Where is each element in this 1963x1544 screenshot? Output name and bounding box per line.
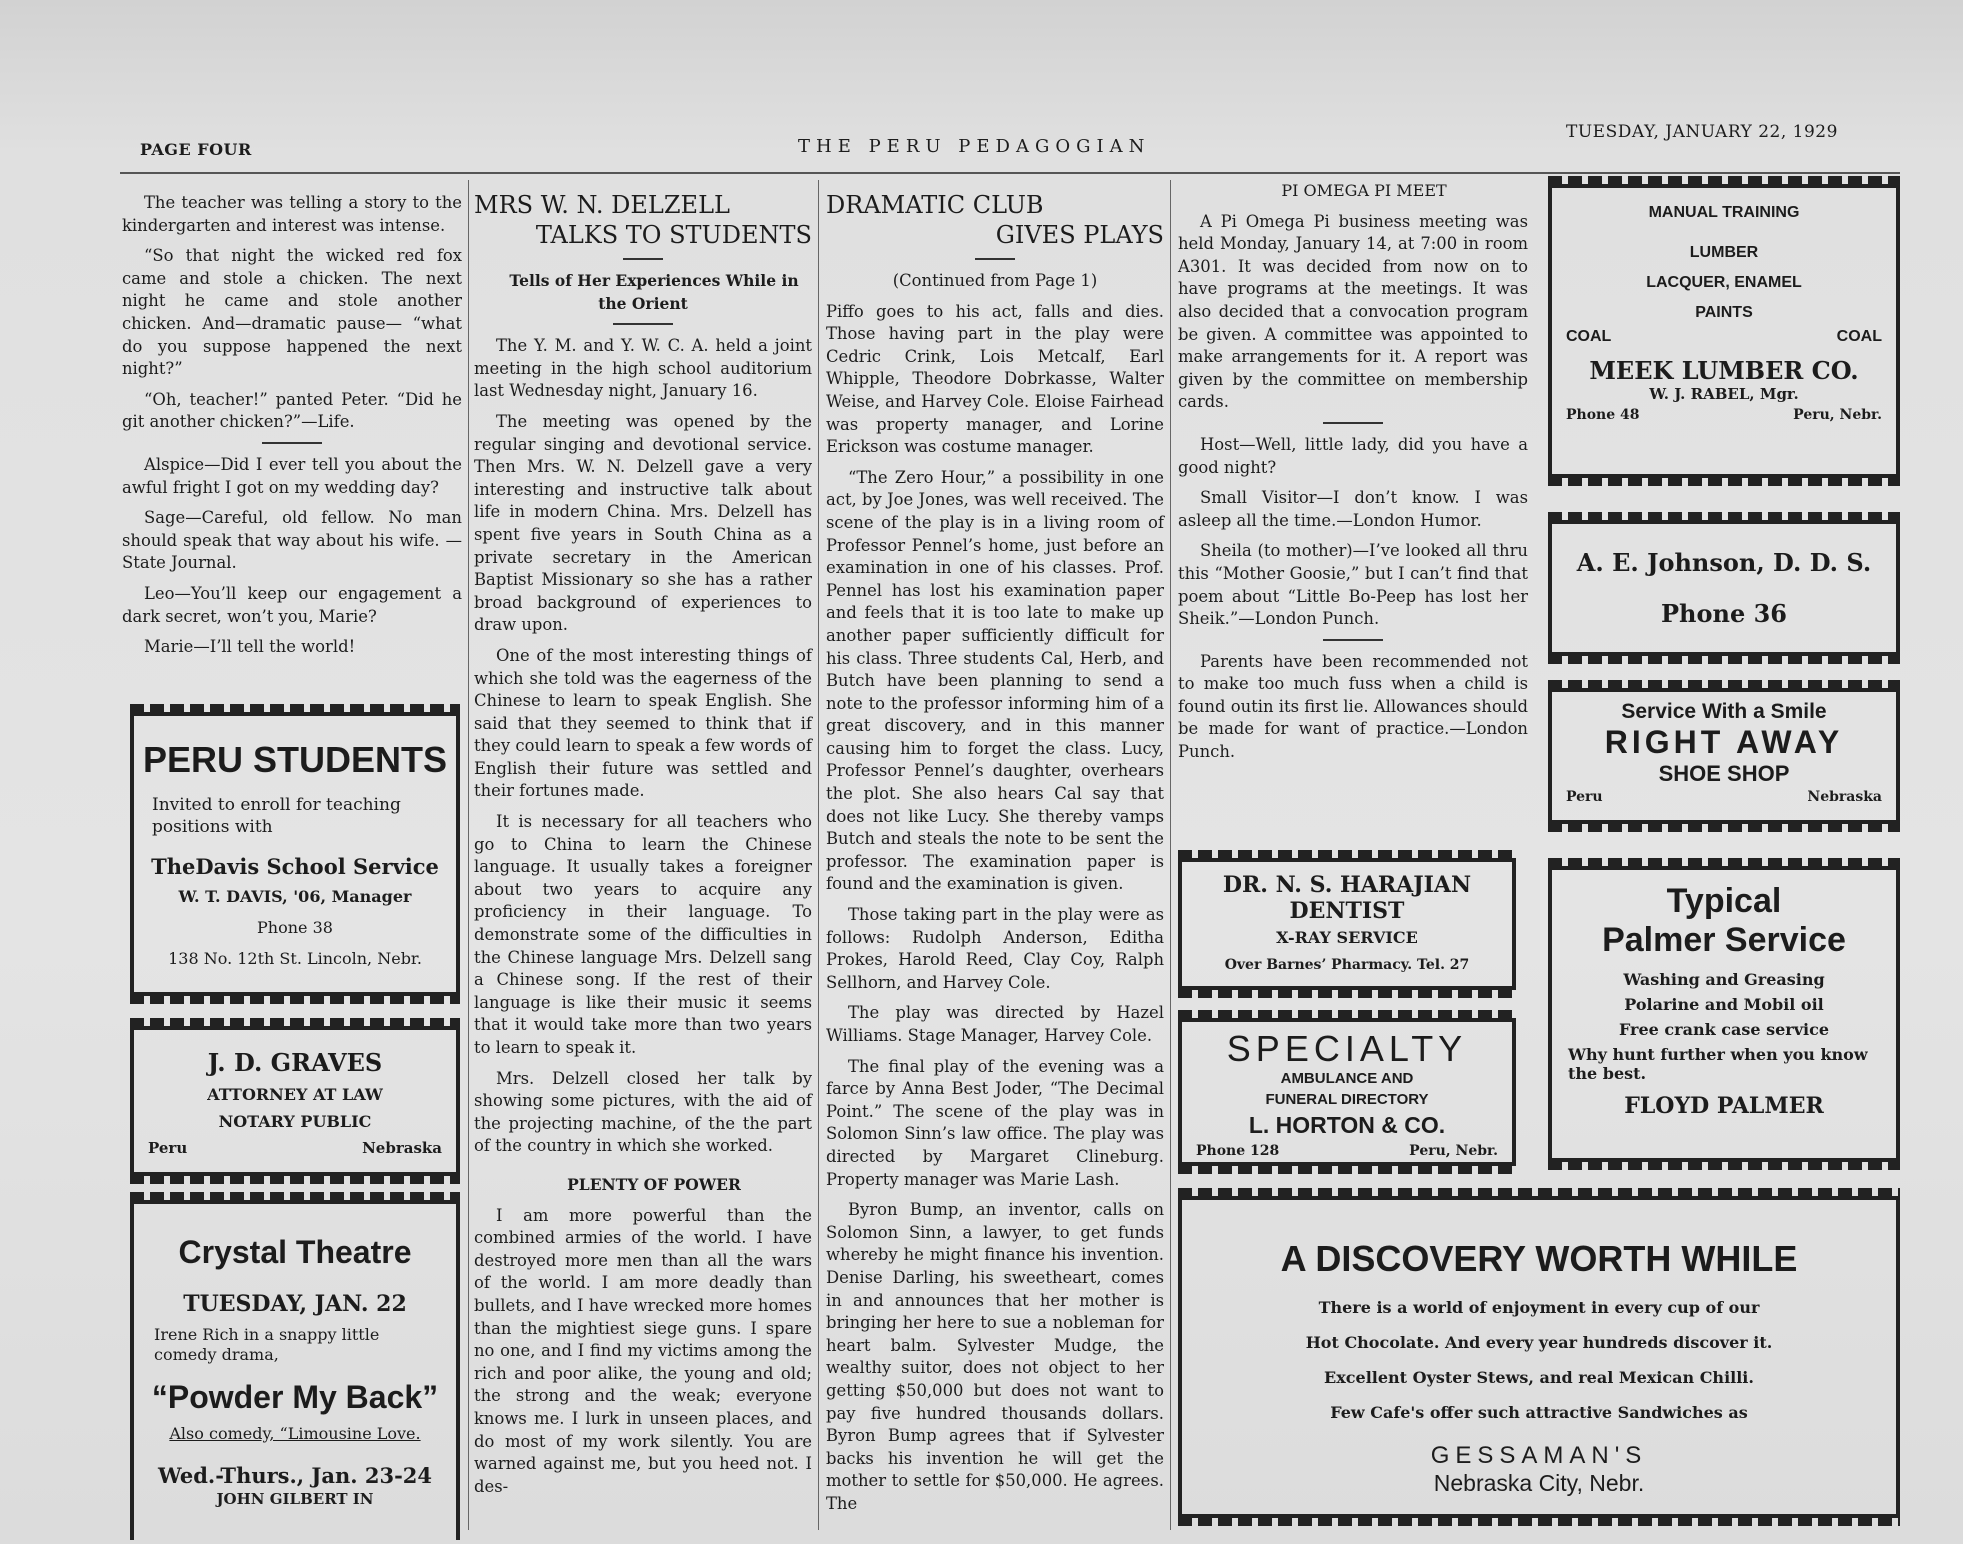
joke-paragraph: “So that night the wicked red fox came and stole a chicken. The next night he came and stole another chicken. And—dramatic pause— “what do you suppose happened the next night?”	[122, 246, 462, 379]
article-headline: TALKS TO STUDENTS	[535, 221, 812, 249]
ad-address: 138 No. 12th St. Lincoln, Nebr.	[168, 949, 422, 968]
border-ornament	[1548, 824, 1900, 832]
ad-name: L. HORTON & CO.	[1248, 1112, 1446, 1138]
ad-state: Nebraska	[1807, 789, 1882, 805]
article-paragraph: Piffo goes to his act, falls and dies. Those having part in the play were Cedric Crink, Lois Metcalf, Earl Whipple, Theodore Dobrkasse, Walter Weise, and Harvey Cole. Eloise Fairhead was property manager, and Lorine Erickson was costume manager.	[826, 301, 1164, 457]
ad-text: Over Barnes’ Pharmacy. Tel. 27	[1224, 957, 1470, 973]
ad-text: COAL	[1836, 328, 1882, 345]
ad-manager: W. J. RABEL, Mgr.	[1649, 385, 1799, 403]
ad-name: GESSAMAN'S	[1430, 1442, 1648, 1469]
ad-text: X-RAY SERVICE	[1276, 928, 1418, 947]
joke-paragraph: Alspice—Did I ever tell you about the awful fright I got on my wedding day?	[122, 454, 462, 497]
ad-phone: Phone 36	[1661, 599, 1787, 628]
ad-city: Nebraska City, Nebr.	[1433, 1470, 1645, 1496]
ad-text: Irene Rich in a snappy little comedy drama,	[154, 1325, 380, 1364]
ad-meek-lumber	[1548, 184, 1900, 478]
border-ornament	[1548, 478, 1900, 486]
ad-text: AMBULANCE AND	[1280, 1070, 1414, 1087]
separator	[262, 442, 322, 444]
ad-headline: A DISCOVERY WORTH WHILE	[1280, 1238, 1798, 1279]
delzell-article	[474, 190, 812, 1506]
ad-name: MEEK LUMBER CO.	[1589, 356, 1859, 385]
article-paragraph: I am more powerful than the combined armies of the world. I have destroyed more men than all the wars of the world. I am more deadly than bullets, and I have wrecked more homes than the mightiest siege guns. I spare no one, and I find my victims among the rich and poor alike, the young and old; the strong and the weak; everyone knows me. I lurk in unseen places, and do most of my work silently. You are warned against me, but you heed not. I des-	[474, 1205, 812, 1496]
article-subhead: Tells of Her Experiences While in the Orient	[509, 271, 799, 313]
ad-text: NOTARY PUBLIC	[218, 1112, 372, 1131]
page-number: PAGE FOUR	[140, 140, 252, 159]
ad-name: RIGHT AWAY	[1604, 724, 1844, 760]
ad-shoe-shop	[1548, 688, 1900, 824]
article-headline: PI OMEGA PI MEET	[1281, 181, 1447, 200]
border-ornament	[1178, 1166, 1516, 1174]
ad-text: LACQUER, ENAMEL	[1646, 274, 1802, 291]
article-headline: DRAMATIC CLUB	[826, 191, 1044, 219]
dramatic-club-article	[826, 190, 1164, 1523]
ad-headline: SPECIALTY	[1226, 1028, 1468, 1069]
joke-paragraph: Sage—Careful, old fellow. No man should speak that way about his wife. —State Journal.	[122, 508, 462, 573]
ad-graves	[130, 1026, 460, 1176]
border-ornament	[1178, 850, 1516, 858]
article-paragraph: Byron Bump, an inventor, calls on Solomon Sinn, a lawyer, to get funds whereby he might finance his invention. Denise Darling, his sweetheart, comes in and announces that her mother is bringing her here to sue a nobleman for heart balm. Sylvester Mudge, the wealthy suitor, does not object to her getting $50,000 but does not want to pay five hundred thousands dollars. Byron Bump agrees that if Sylvester backs his invention he will get the mother to settle for $50,000. He agrees. The	[826, 1200, 1164, 1513]
ad-text: Service With a Smile	[1621, 700, 1827, 723]
ad-text: PAINTS	[1695, 304, 1753, 321]
border-ornament	[1178, 1010, 1516, 1018]
article-paragraph: It is necessary for all teachers who go to China to learn the Chinese language. It usually takes a foreigner about two years to acquire any proficiency in their language. To demonstrate some of the difficulties in the Chinese language Mrs. Delzell sang a Chinese song. If the rest of their language is like their music it seems that it would take more than two years to learn to speak it.	[474, 812, 812, 1057]
continued-note: (Continued from Page 1)	[892, 271, 1098, 290]
ad-city: Peru, Nebr.	[1409, 1143, 1498, 1159]
border-ornament	[1178, 1518, 1900, 1526]
article-paragraph: The play was directed by Hazel Williams. Stage Manager, Harvey Cole.	[826, 1003, 1164, 1045]
ad-title: DENTIST	[1289, 898, 1405, 924]
ad-johnson	[1548, 520, 1900, 656]
ad-name: J. D. GRAVES	[207, 1048, 383, 1077]
ad-city: Peru	[148, 1139, 188, 1157]
pi-omega-pi-column	[1178, 180, 1528, 772]
ad-city: Peru, Nebr.	[1793, 407, 1882, 423]
border-ornament	[130, 996, 460, 1004]
ad-film-title: “Powder My Back”	[151, 1379, 439, 1415]
ad-text: Hot Chocolate. And every year hundreds discover it.	[1305, 1333, 1773, 1352]
article-headline: MRS W. N. DELZELL	[474, 191, 730, 219]
ad-phone: Phone 48	[1566, 407, 1640, 423]
column-rule	[468, 180, 469, 1530]
joke-paragraph: Marie—I’ll tell the world!	[144, 637, 356, 657]
article-paragraph: One of the most interesting things of which she told was the eagerness of the Chinese to learn to speak English. She said that they seemed to think that if they could learn to speak a few words of English their future was settled and their fortunes made.	[474, 645, 812, 801]
ad-name: A. E. Johnson, D. D. S.	[1576, 548, 1872, 577]
ad-text: There is a world of enjoyment in every cup of our	[1318, 1298, 1760, 1317]
separator	[1323, 639, 1383, 641]
border-ornament	[130, 1176, 460, 1184]
joke-paragraph: The teacher was telling a story to the kindergarten and interest was intense.	[122, 193, 462, 235]
border-ornament	[130, 704, 460, 712]
ad-davis-school	[130, 712, 460, 996]
ad-text: MANUAL TRAINING	[1648, 204, 1800, 221]
ad-text: Also comedy, “Limousine Love.	[169, 1424, 421, 1443]
ad-name: FLOYD PALMER	[1624, 1093, 1824, 1119]
joke-paragraph: Small Visitor—I don’t know. I was asleep all the time.—London Humor.	[1178, 488, 1528, 530]
ad-text: Free crank case service	[1618, 1020, 1830, 1039]
ad-manager: W. T. DAVIS, '06, Manager	[178, 887, 412, 906]
article-paragraph: The final play of the evening was a farce by Anna Best Joder, “The Decimal Point.” The scene of the play was in Solomon Sinn’s law office. The play was directed by Margaret Clineburg. Property manager was Marie Lash.	[826, 1056, 1164, 1189]
joke-paragraph: Sheila (to mother)—I’ve looked all thru this “Mother Goosie,” but I can’t find that poem about “Little Bo-Peep has lost her Sheik.”—London Punch.	[1178, 541, 1528, 629]
masthead-rule	[120, 172, 1900, 174]
column-rule	[818, 180, 819, 1530]
ad-state: Nebraska	[362, 1139, 442, 1157]
ad-text: SHOE SHOP	[1658, 761, 1790, 786]
ad-text: Why hunt further when you know the best.	[1568, 1045, 1868, 1083]
ad-date: TUESDAY, JAN. 22	[183, 1291, 407, 1317]
ad-phone: Phone 128	[1196, 1143, 1280, 1159]
ad-city: Peru	[1566, 789, 1603, 805]
ad-text: FUNERAL DIRECTORY	[1265, 1091, 1429, 1108]
jokes-column	[122, 192, 462, 667]
separator	[975, 258, 1015, 260]
newspaper-title: THE PERU PEDAGOGIAN	[798, 136, 1151, 157]
joke-paragraph: Host—Well, little lady, did you have a good night?	[1178, 434, 1528, 477]
border-ornament	[1178, 1188, 1900, 1196]
ad-company: TheDavis School Service	[151, 854, 439, 879]
separator	[613, 323, 673, 325]
ad-text: COAL	[1566, 328, 1612, 345]
ad-text: Few Cafe's offer such attractive Sandwiches as	[1330, 1403, 1748, 1422]
article-headline: PLENTY OF POWER	[567, 1174, 741, 1194]
article-paragraph: “The Zero Hour,” a possibility in one act, by Joe Jones, was well received. The scene of the play is in a living room of Professor Pennel’s home, just before an examination in one of his classes. Prof. Pennel has lost his examination paper and feels that it is too late to make up another paper sufficiently difficult for his class. Three students Cal, Herb, and Butch have been planning to send a note to the professor informing him of a great discovery, and in this manner causing him to forget the class. Lucy, Professor Pennel’s daughter, overhears the plot. She also hears Cal say that does not like Lucy. She thereby vamps Butch and steals the note to be sent the professor. The examination paper is found and the examination is given.	[826, 467, 1164, 894]
ad-text: Polarine and Mobil oil	[1624, 995, 1824, 1014]
ad-text: Excellent Oyster Stews, and real Mexican Chilli.	[1324, 1368, 1754, 1387]
ad-headline: Typical	[1666, 882, 1782, 920]
article-headline: GIVES PLAYS	[995, 221, 1164, 249]
article-paragraph: The Y. M. and Y. W. C. A. held a joint meeting in the high school auditorium last Wednesday night, January 16.	[474, 336, 812, 401]
ad-phone: Phone 38	[257, 918, 333, 937]
border-ornament	[1548, 680, 1900, 688]
ad-crystal-theatre	[130, 1200, 460, 1540]
ad-text: Invited to enroll for teaching positions with	[152, 795, 401, 837]
joke-paragraph: Leo—You’ll keep our engagement a dark secret, won’t you, Marie?	[122, 583, 462, 626]
border-ornament	[130, 1192, 460, 1200]
ad-text: Washing and Greasing	[1623, 970, 1825, 989]
ad-text: LUMBER	[1689, 244, 1759, 261]
separator	[1323, 422, 1383, 424]
article-paragraph: The meeting was opened by the regular singing and devotional service. Then Mrs. W. N. Delzell gave a very interesting and instructive talk about life in modern China. Mrs. Delzell has spent five years in South China as a private secretary in the American Baptist Missionary so she has a rather broad background of experiences to draw upon.	[474, 411, 812, 635]
column-rule	[1170, 180, 1171, 1530]
border-ornament	[1548, 656, 1900, 664]
border-ornament	[1548, 1162, 1900, 1170]
article-paragraph: Mrs. Delzell closed her talk by showing some pictures, with the aid of the projecting machine, of the the part of the country in which she worked.	[474, 1068, 812, 1156]
joke-paragraph: “Oh, teacher!” panted Peter. “Did he git another chicken?”—Life.	[122, 389, 462, 432]
border-ornament	[1548, 512, 1900, 520]
ad-gessaman	[1178, 1196, 1900, 1518]
joke-paragraph: Parents have been recommended not to make too much fuss when a child is found outin its first lie. Allowances should be made for want of practice.—London Punch.	[1178, 651, 1528, 762]
ad-headline: PERU STUDENTS	[142, 739, 448, 780]
border-ornament	[130, 1018, 460, 1026]
ad-specialty	[1178, 1018, 1516, 1166]
ad-text: ATTORNEY AT LAW	[207, 1085, 383, 1104]
ad-palmer	[1548, 866, 1900, 1162]
article-paragraph: A Pi Omega Pi business meeting was held Monday, January 14, at 7:00 in room A301. It was decided from now on to have programs at the meetings. It was also decided that a convocation program be given. A committee was appointed to make arrangements for it. A report was given by the committee on membership cards.	[1178, 211, 1528, 412]
separator	[623, 258, 663, 260]
ad-harajian	[1178, 858, 1516, 990]
issue-date: TUESDAY, JANUARY 22, 1929	[1566, 122, 1838, 142]
ad-date: Wed.-Thurs., Jan. 23-24	[157, 1463, 433, 1488]
border-ornament	[1178, 990, 1516, 998]
border-ornament	[1548, 858, 1900, 866]
ad-headline: Palmer Service	[1602, 921, 1846, 959]
ad-name: DR. N. S. HARAJIAN	[1222, 872, 1472, 898]
article-paragraph: Those taking part in the play were as follows: Rudolph Anderson, Editha Prokes, Harold Reed, Clay Coy, Ralph Sellhorn, and Harvey Cole.	[826, 905, 1164, 992]
border-ornament	[1548, 176, 1900, 184]
ad-headline: Crystal Theatre	[178, 1234, 412, 1270]
ad-text: JOHN GILBERT IN	[216, 1490, 374, 1508]
